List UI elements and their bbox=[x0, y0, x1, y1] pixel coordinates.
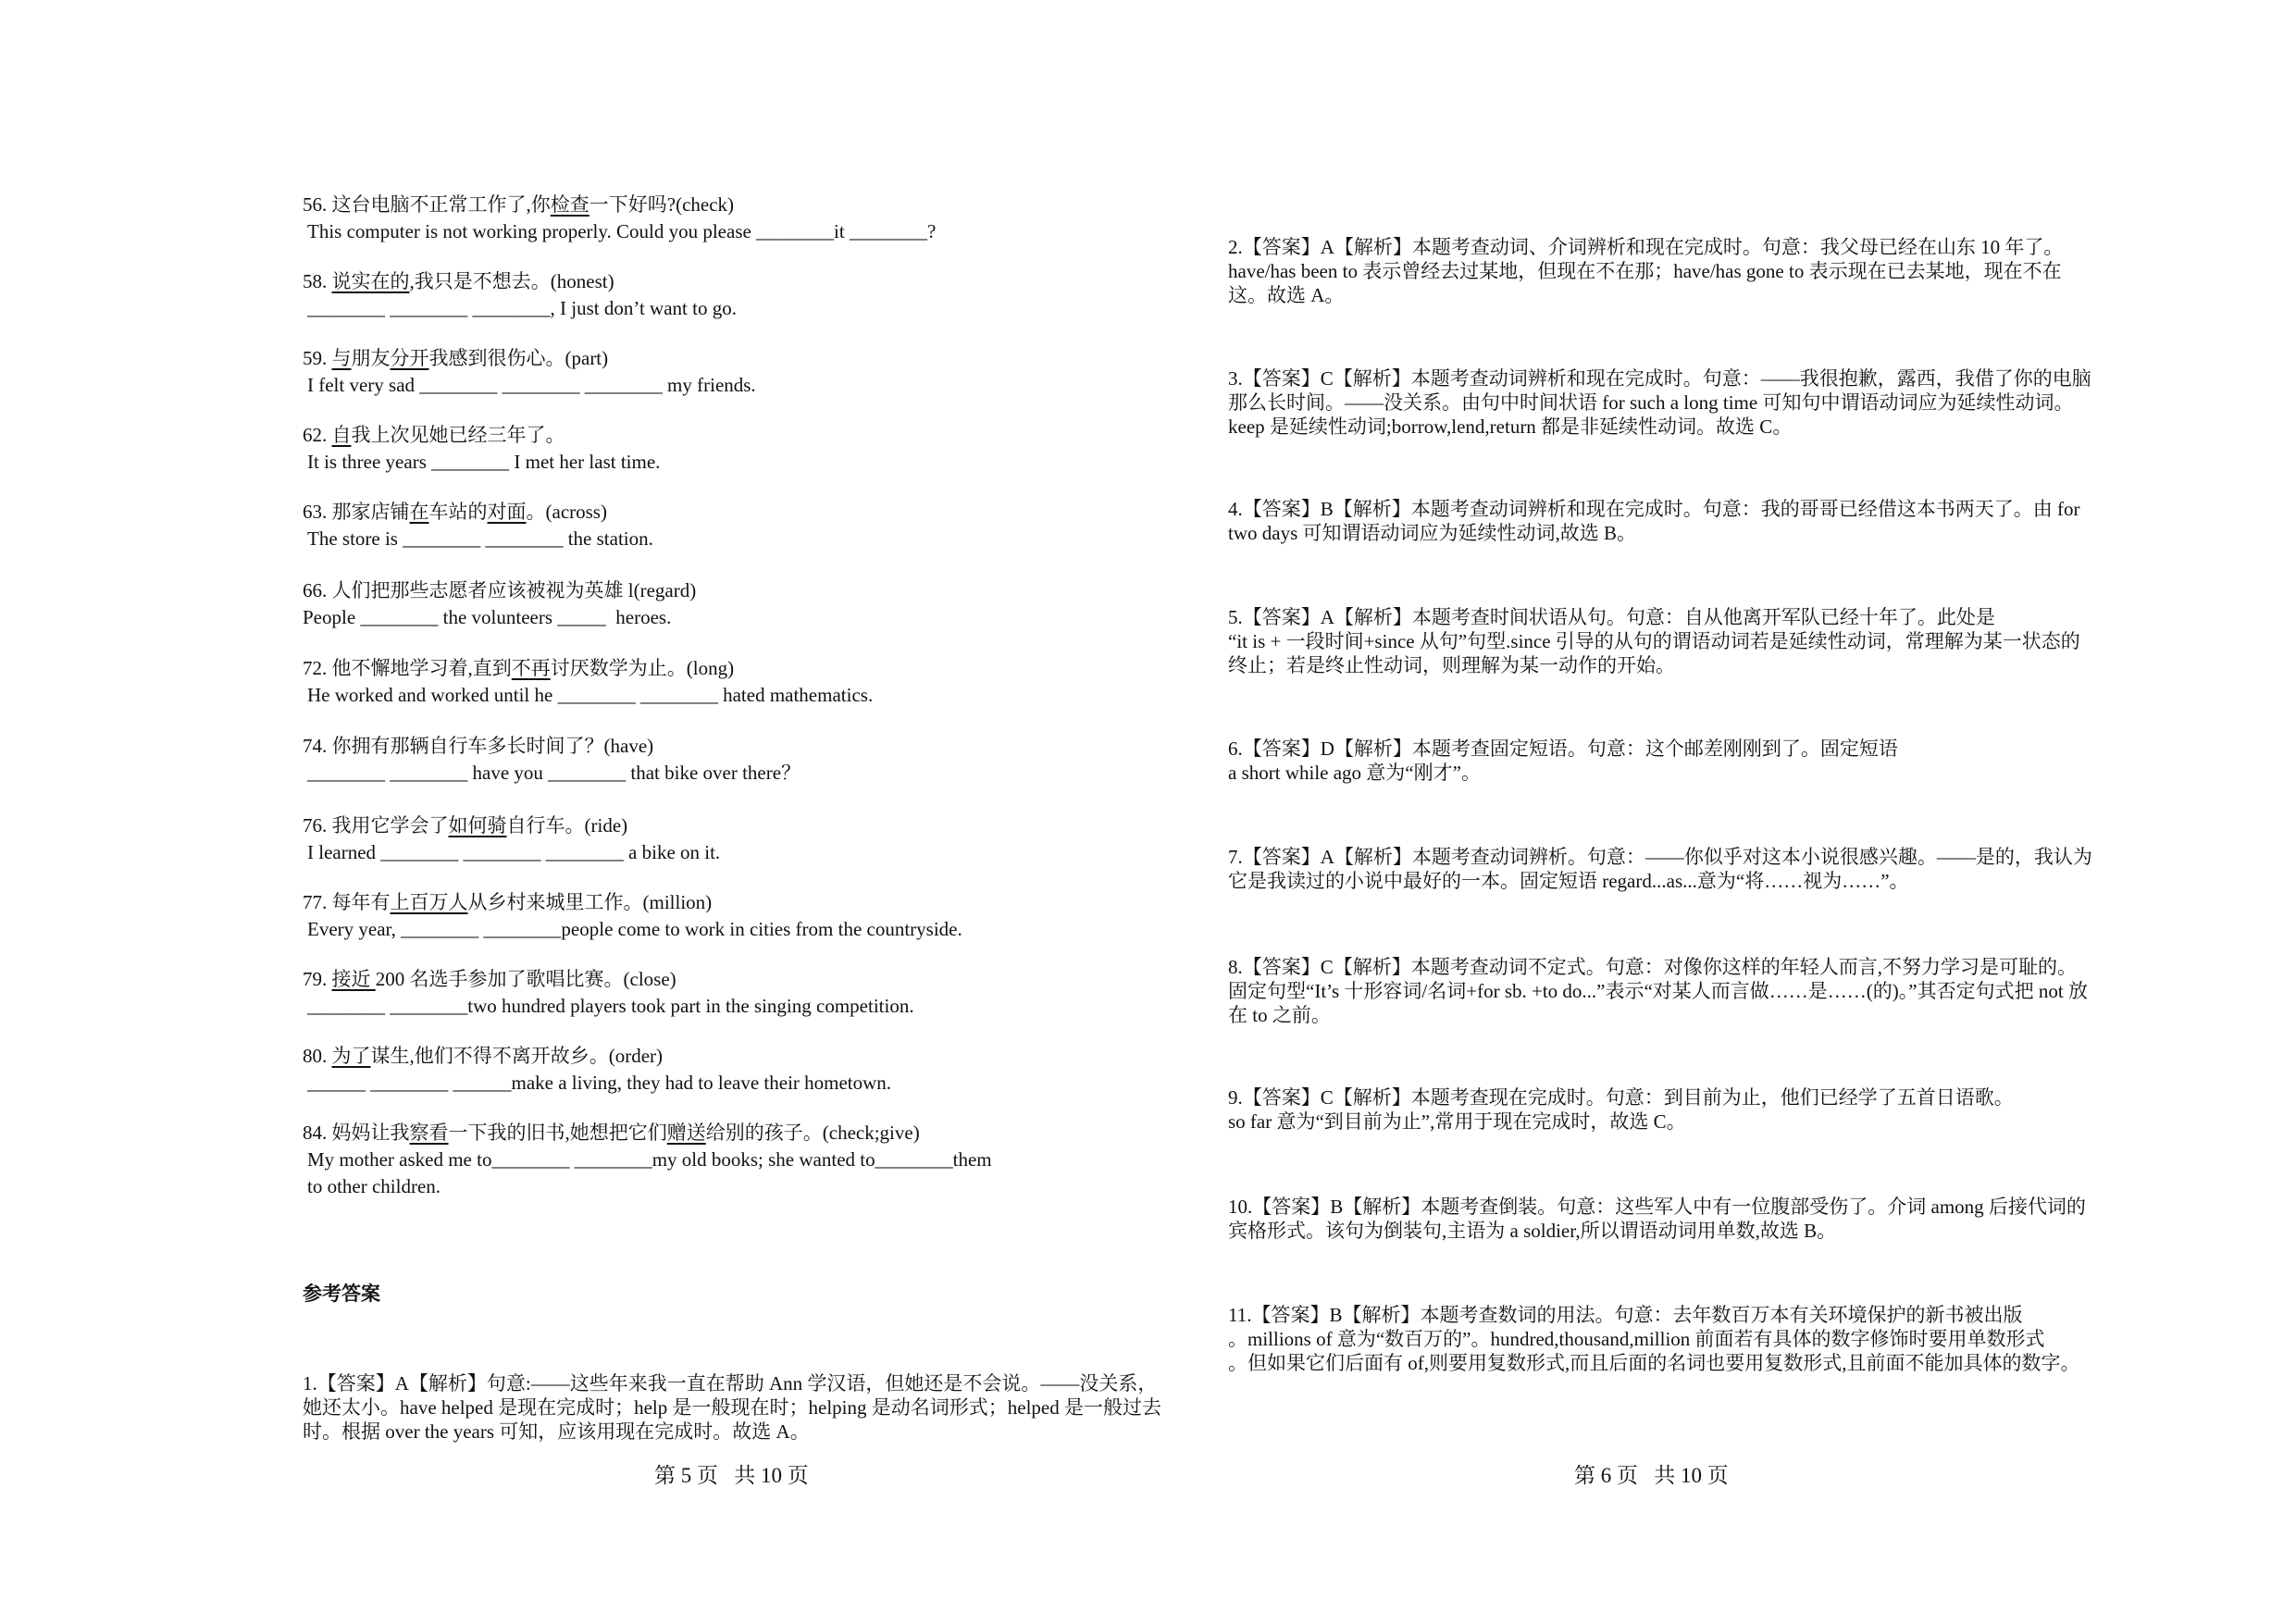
question-58 bbox=[303, 268, 1061, 322]
answer-10: 10.【答案】B【解析】本题考查倒装。句意：这些军人中有一位腹部受伤了。介词 among 后接代词的宾格形式。该句为倒装句,主语为 a soldier,所以谓语动词用单数,故选 B。 bbox=[1228, 1196, 2086, 1242]
question-english: It is three years ________ I met her last time. bbox=[307, 451, 661, 473]
question-84 bbox=[303, 1120, 1061, 1200]
question-english: My mother asked me to________ ________my old books; she wanted to________them to other children. bbox=[307, 1148, 992, 1197]
question-chinese: 63. 那家店铺在车站的对面。(across) bbox=[303, 501, 607, 523]
question-chinese: 77. 每年有上百万人从乡村来城里工作。(million) bbox=[303, 891, 713, 913]
question-80 bbox=[303, 1043, 1061, 1097]
answer-7: 7.【答案】A【解析】本题考查动词辨析。句意：——你似乎对这本小说很感兴趣。——是的，我认为它是我读过的小说中最好的一本。固定短语 regard...as...意为“将……视为……”。 bbox=[1228, 846, 2092, 892]
question-chinese: 72. 他不懈地学习着,直到不再讨厌数学为止。(long) bbox=[303, 657, 735, 679]
question-chinese: 80. 为了谋生,他们不得不离开故乡。(order) bbox=[303, 1045, 664, 1067]
answer-6: 6.【答案】D【解析】本题考查固定短语。句意：这个邮差刚刚到了。固定短语 a short while ago 意为“刚才”。 bbox=[1228, 738, 1898, 784]
answer-3: 3.【答案】C【解析】本题考查动词辨析和现在完成时。句意：——我很抱歉，露西，我借了你的电脑那么长时间。——没关系。由句中时间状语 for such a long time 可知句中谓语动词应为延续性动词。keep 是延续性动词;borrow,lend,return 都是非延续性动词。故选 C。 bbox=[1228, 367, 2091, 438]
question-76 bbox=[303, 812, 1061, 866]
question-english: I learned ________ ________ ________ a bike on it. bbox=[307, 841, 721, 863]
answer-11: 11.【答案】B【解析】本题考查数词的用法。句意：去年数百万本有关环境保护的新书被出版 。millions of 意为“数百万的”。hundred,thousand,million 前面若有具体的数字修饰时要用单数形式 。但如果它们后面有 of,则要用复数形式,而且后面的名词也要用复数形式,且前面不能加具体的数字。 bbox=[1228, 1304, 2080, 1374]
question-77 bbox=[303, 889, 1061, 943]
question-79 bbox=[303, 966, 1061, 1020]
answer-8: 8.【答案】C【解析】本题考查动词不定式。句意：对像你这样的年轻人而言,不努力学习是可耻的。固定句型“It’s 十形容词/名词+for sb. +to do...”表示“对某人而言做……是……(的)。”其否定句式把 not 放在 to 之前。 bbox=[1228, 956, 2088, 1026]
question-english: People ________ the volunteers _____ heroes. bbox=[303, 606, 672, 628]
question-66 bbox=[303, 577, 1061, 631]
question-62 bbox=[303, 422, 1061, 476]
question-63 bbox=[303, 499, 1061, 552]
question-74 bbox=[303, 733, 1061, 787]
question-english: ______ ________ ______make a living, they had to leave their hometown. bbox=[307, 1072, 892, 1094]
answer-1: 1.【答案】A【解析】句意:——这些年来我一直在帮助 Ann 学汉语，但她还是不会说。——没关系，她还太小。have helped 是现在完成时；help 是一般现在时；helping 是动名词形式；helped 是一般过去时。根据 over the years 可知，应该用现在完成时。故选 A。 bbox=[303, 1372, 1161, 1443]
question-english: ________ ________ ________, I just don’t want to go. bbox=[307, 297, 737, 319]
page-number-left: 第 5 页 共 10 页 bbox=[654, 1464, 809, 1487]
question-chinese: 76. 我用它学会了如何骑自行车。(ride) bbox=[303, 814, 628, 837]
page-number-right: 第 6 页 共 10 页 bbox=[1574, 1464, 1729, 1487]
question-56 bbox=[303, 192, 1061, 245]
question-chinese: 62. 自我上次见她已经三年了。 bbox=[303, 424, 565, 446]
answer-5: 5.【答案】A【解析】本题考查时间状语从句。句意：自从他离开军队已经十年了。此处是 “it is + 一段时间+since 从句”句型.since 引导的从句的谓语动词若是延续性动词，常理解为某一状态的终止；若是终止性动词，则理解为某一动作的开始。 bbox=[1228, 606, 2080, 676]
question-chinese: 58. 说实在的,我只是不想去。(honest) bbox=[303, 270, 614, 292]
question-chinese: 59. 与朋友分开我感到很伤心。(part) bbox=[303, 347, 609, 369]
question-english: He worked and worked until he ________ ________ hated mathematics. bbox=[307, 684, 874, 706]
answer-9: 9.【答案】C【解析】本题考查现在完成时。句意：到目前为止，他们已经学了五首日语歌。 so far 意为“到目前为止”,常用于现在完成时，故选 C。 bbox=[1228, 1086, 2014, 1133]
answers-heading: 参考答案 bbox=[303, 1283, 380, 1305]
question-english: I felt very sad ________ ________ ________ my friends. bbox=[307, 374, 756, 396]
question-english: ________ ________ have you ________ that bike over there？ bbox=[307, 762, 801, 784]
question-english: ________ ________two hundred players took part in the singing competition. bbox=[307, 995, 914, 1017]
answer-4: 4.【答案】B【解析】本题考查动词辨析和现在完成时。句意：我的哥哥已经借这本书两天了。由 for two days 可知谓语动词应为延续性动词,故选 B。 bbox=[1228, 498, 2085, 544]
question-chinese: 66. 人们把那些志愿者应该被视为英雄 l(regard) bbox=[303, 579, 697, 601]
question-72 bbox=[303, 655, 1061, 709]
question-chinese: 74. 你拥有那辆自行车多长时间了？(have) bbox=[303, 735, 654, 757]
question-english: The store is ________ ________ the station. bbox=[307, 527, 653, 550]
question-59 bbox=[303, 345, 1061, 399]
question-english: Every year, ________ ________people come to work in cities from the countryside. bbox=[307, 918, 962, 940]
question-english: This computer is not working properly. Could you please ________it ________? bbox=[307, 220, 937, 242]
answer-2: 2.【答案】A【解析】本题考查动词、介词辨析和现在完成时。句意：我父母已经在山东 10 年了。have/has been to 表示曾经去过某地，但现在不在那；have/has gone to 表示现在已去某地，现在不在这。故选 A。 bbox=[1228, 236, 2064, 306]
question-chinese: 84. 妈妈让我察看一下我的旧书,她想把它们赠送给别的孩子。(check;give) bbox=[303, 1122, 920, 1144]
question-chinese: 56. 这台电脑不正常工作了,你检查一下好吗?(check) bbox=[303, 193, 735, 216]
question-chinese: 79. 接近 200 名选手参加了歌唱比赛。(close) bbox=[303, 968, 676, 990]
